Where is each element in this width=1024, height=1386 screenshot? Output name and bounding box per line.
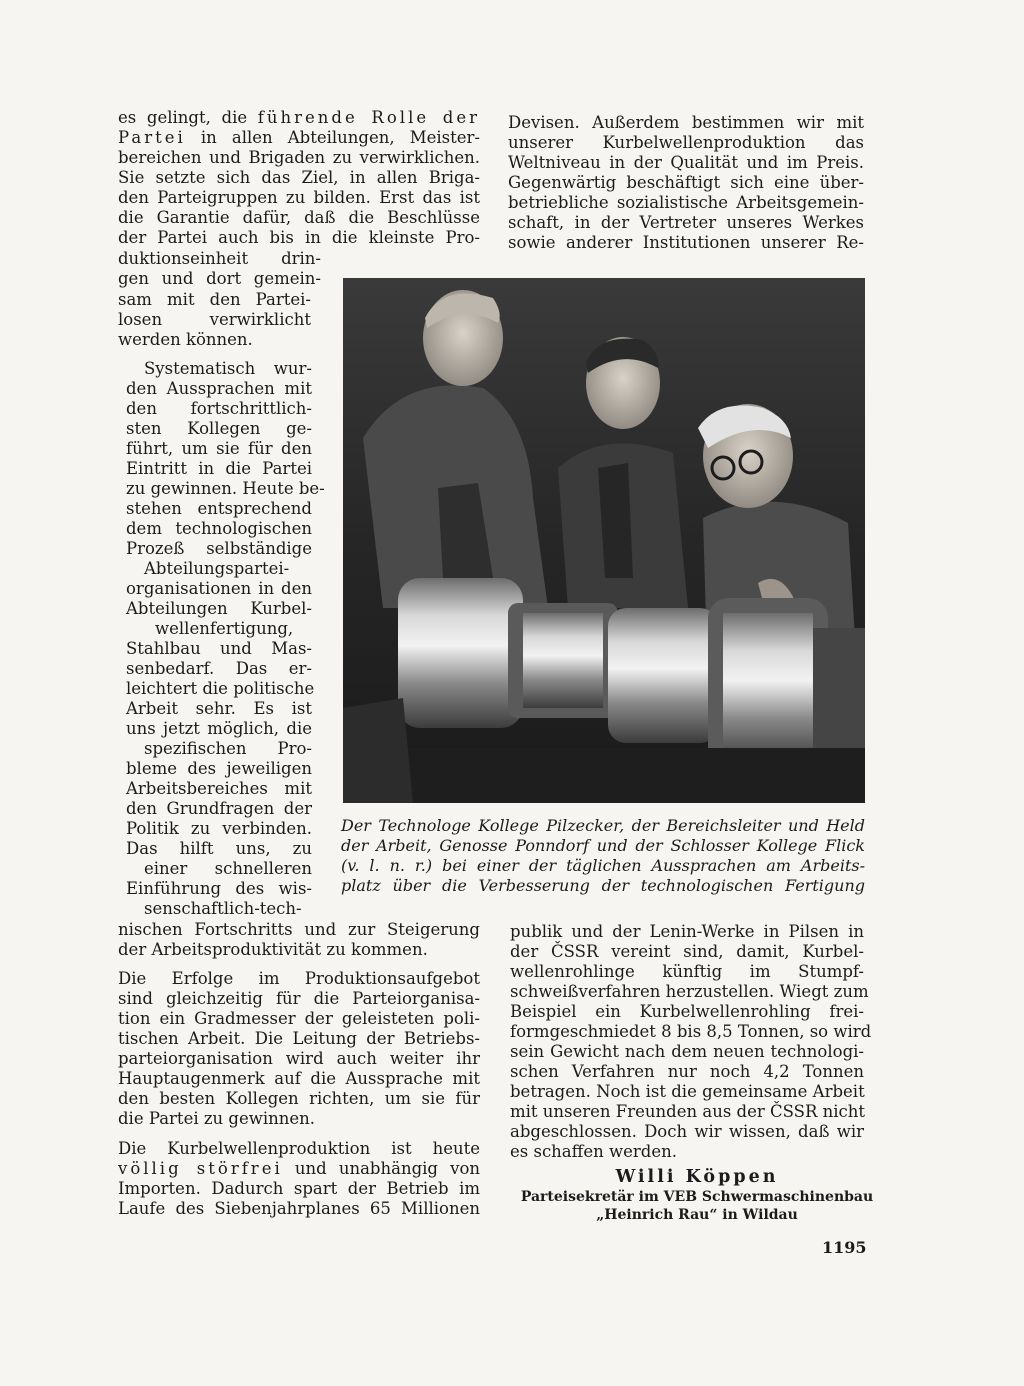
text-line: senbedarf. Das er-	[126, 659, 312, 678]
text-line: Stahlbau und Mas-	[126, 639, 312, 658]
text-line: schweißverfahren herzustellen. Wiegt zum	[510, 982, 869, 1001]
text-line: wellenfertigung,	[155, 619, 294, 638]
text-line: formgeschmiedet 8 bis 8,5 Tonnen, so wird	[510, 1022, 872, 1041]
text-line: abgeschlossen. Doch wir wissen, daß wir	[510, 1122, 864, 1141]
text-line: den Grundfragen der	[126, 799, 312, 818]
photograph-workshop	[343, 278, 865, 803]
text-line: Die Kurbelwellenproduktion ist heute	[118, 1139, 480, 1158]
text-line: sein Gewicht nach dem neuen technologi-	[510, 1042, 864, 1061]
text-line: sowie anderer Institutionen unserer Re-	[508, 233, 864, 252]
text-line: publik und der Lenin-Werke in Pilsen in	[510, 922, 864, 941]
text-line: betriebliche sozialistische Arbeitsgemein-	[508, 193, 864, 212]
text-line: sind gleichzeitig für die Parteiorganisa-	[118, 989, 480, 1008]
text-line: dem technologischen	[126, 519, 312, 538]
text-line: sam mit den Partei-	[118, 290, 311, 309]
text-line: parteiorganisation wird auch weiter ihr	[118, 1049, 480, 1068]
text-line: einer schnelleren	[144, 859, 312, 878]
text-line: Das hilft uns, zu	[126, 839, 312, 858]
text-line: Sie setzte sich das Ziel, in allen Briga-	[118, 168, 480, 187]
text-line: Prozeß selbständige	[126, 539, 312, 558]
text-line: wellenrohlinge künftig im Stumpf-	[510, 962, 864, 981]
text-line: der ČSSR vereint sind, damit, Kurbel-	[510, 942, 864, 961]
text-line: zu gewinnen. Heute be-	[126, 479, 325, 498]
text-line: Hauptaugenmerk auf die Aussprache mit	[118, 1069, 480, 1088]
text-line: die Partei zu gewinnen.	[118, 1109, 316, 1128]
text-line: Einführung des wis-	[126, 879, 312, 898]
text-line: Weltniveau in der Qualität und im Preis.	[508, 153, 864, 172]
text-line: der Partei auch bis in die kleinste Pro-	[118, 228, 480, 247]
text-line: betragen. Noch ist die gemeinsame Arbeit	[510, 1082, 865, 1101]
text-line: Abteilungspartei-	[144, 559, 290, 578]
caption-line: (v. l. n. r.) bei einer der täglichen Aussprachen am Arbeits-	[341, 856, 865, 875]
page-number: 1195	[822, 1238, 867, 1257]
text-line: die Garantie dafür, daß die Beschlüsse	[118, 208, 480, 227]
text-line: uns jetzt möglich, die	[126, 719, 312, 738]
text-line: führt, um sie für den	[126, 439, 312, 458]
text-line: bleme des jeweiligen	[126, 759, 312, 778]
text-line: Die Erfolge im Produktionsaufgebot	[118, 969, 480, 988]
text-line: Beispiel ein Kurbelwellenrohling frei-	[510, 1002, 864, 1021]
text-line: spezifischen Pro-	[144, 739, 312, 758]
text-line: senschaftlich-tech-	[144, 899, 302, 918]
text-line: den Aussprachen mit	[126, 379, 312, 398]
text-line: Partei in allen Abteilungen, Meister-	[118, 128, 480, 147]
author-location: „Heinrich Rau“ in Wildau	[596, 1207, 798, 1223]
text-line: Politik zu verbinden.	[126, 819, 312, 838]
text-line: den Parteigruppen zu bilden. Erst das ist	[118, 188, 480, 207]
caption-line: platz über die Verbesserung der technologischen Fertigung	[341, 876, 865, 895]
text-line: Systematisch wur-	[144, 359, 312, 378]
text-line: stehen entsprechend	[126, 499, 312, 518]
text-line: Abteilungen Kurbel-	[126, 599, 312, 618]
text-line: es schaffen werden.	[510, 1142, 677, 1161]
text-line: den fortschrittlich-	[126, 399, 312, 418]
text-line: bereichen und Brigaden zu verwirklichen.	[118, 148, 480, 167]
author-name: Willi Köppen	[615, 1167, 779, 1187]
text-line: tischen Arbeit. Die Leitung der Betriebs-	[118, 1029, 480, 1048]
text-line: Laufe des Siebenjahrplanes 65 Millionen	[118, 1199, 480, 1218]
text-line: schen Verfahren nur noch 4,2 Tonnen	[510, 1062, 864, 1081]
text-line: Devisen. Außerdem bestimmen wir mit	[508, 113, 864, 132]
text-line: völlig störfrei und unabhängig von	[118, 1159, 480, 1178]
text-line: losen verwirklicht	[118, 310, 311, 329]
text-line: gen und dort gemein-	[118, 269, 321, 288]
text-line: mit unseren Freunden aus der ČSSR nicht	[510, 1102, 866, 1121]
text-line: sten Kollegen ge-	[126, 419, 312, 438]
text-line: werden können.	[118, 330, 253, 349]
text-line: Importen. Dadurch spart der Betrieb im	[118, 1179, 480, 1198]
text-line: der Arbeitsproduktivität zu kommen.	[118, 940, 428, 959]
text-line: Eintritt in die Partei	[126, 459, 312, 478]
photo-illustration	[343, 278, 865, 803]
author-role: Parteisekretär im VEB Schwermaschinenbau	[520, 1189, 874, 1205]
text-line: den besten Kollegen richten, um sie für	[118, 1089, 480, 1108]
text-line: duktionseinheit drin-	[118, 249, 321, 268]
text-line: unserer Kurbelwellenproduktion das	[508, 133, 864, 152]
text-line: tion ein Gradmesser der geleisteten poli-	[118, 1009, 480, 1028]
text-line: nischen Fortschritts und zur Steigerung	[118, 920, 480, 939]
text-line: schaft, in der Vertreter unseres Werkes	[508, 213, 864, 232]
caption-line: der Arbeit, Genosse Ponndorf und der Schlosser Kollege Flick	[341, 836, 865, 855]
text-line: organisationen in den	[126, 579, 312, 598]
text-line: leichtert die politische	[126, 679, 315, 698]
text-line: Arbeitsbereiches mit	[126, 779, 312, 798]
text-line: Gegenwärtig beschäftigt sich eine über-	[508, 173, 864, 192]
caption-line: Der Technologe Kollege Pilzecker, der Bereichsleiter und Held	[341, 816, 865, 835]
text-line: es gelingt, die führende Rolle der	[118, 108, 480, 127]
text-line: Arbeit sehr. Es ist	[126, 699, 312, 718]
